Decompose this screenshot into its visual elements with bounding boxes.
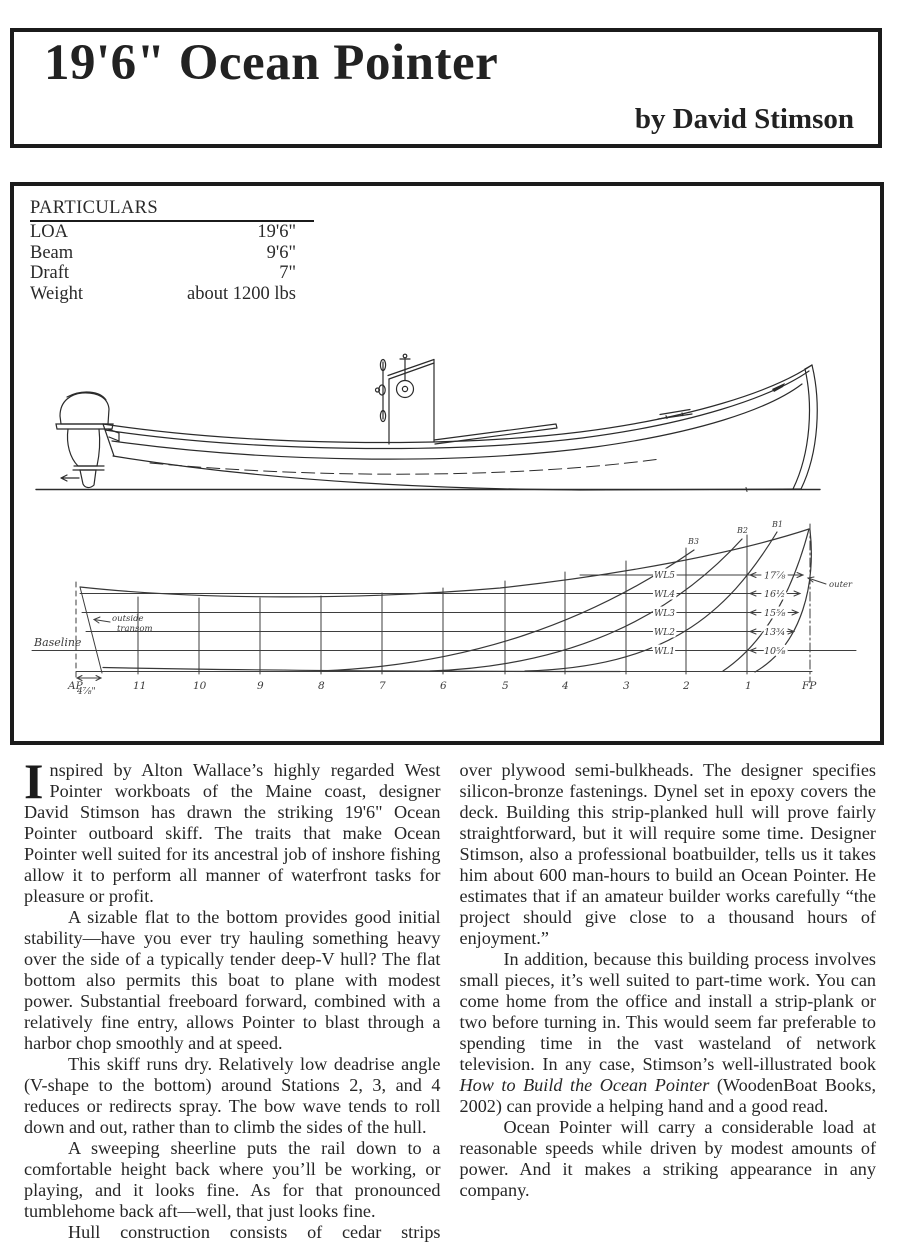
particulars-row-loa [30, 222, 296, 243]
waterline-label: WL5 [654, 571, 675, 581]
buttock-label: B2 [737, 526, 748, 535]
particulars-label: LOA [30, 222, 69, 242]
article-column-right [460, 760, 877, 1243]
byline: by David Stimson [634, 103, 854, 135]
steering-console [376, 354, 435, 444]
station-label: 2 [683, 680, 690, 692]
station-label: 3 [623, 680, 630, 692]
particulars-value: 9'6" [266, 242, 296, 263]
lines-plan-drawing [20, 520, 880, 712]
particulars-row-beam [30, 243, 296, 264]
particulars-row-draft [30, 263, 296, 284]
paragraph: A sweeping sheerline puts the rail down to a comfortable height back where you’ll be working, or playing, and it looks fine. As for that pronounced tumblehome back aft—well, that just looks fine. [24, 1138, 441, 1221]
particulars-value: 19'6" [257, 222, 296, 242]
note-outer-stem: outer [829, 580, 853, 590]
article-column-left [24, 753, 441, 1243]
station-label: 9 [257, 680, 264, 692]
transom-height-label: 4⅞" [77, 687, 96, 697]
paragraph: A sizable flat to the bottom provides good initial stability—have you ever try hauling something heavy over the side of a typically tender deep-V hull? The flat bottom also permits this boat to plane with modest power. Substantial freeboard forward, combined with a relatively fine entry, allows Pointer to blast through a harbor chop smoothly and at speed. [24, 907, 441, 1053]
paragraph [460, 949, 877, 1117]
lines-plan-grid [32, 524, 856, 682]
waterline-height: 13¾ [764, 627, 786, 638]
particulars-row-weight [30, 284, 296, 305]
waterline-height: 16½ [764, 589, 786, 600]
station-label: 11 [133, 680, 147, 692]
station-label: FP [802, 680, 817, 692]
note-outside-transom: outside [112, 614, 144, 624]
station-label: AP [68, 680, 83, 692]
waterline-height: 15⅝ [764, 608, 786, 619]
baseline-label: Baseline [34, 636, 82, 649]
station-label: 10 [193, 680, 207, 692]
book-title: How to Build the Ocean Pointer [459, 1075, 710, 1095]
station-label: 7 [379, 680, 386, 692]
drop-cap: I [24, 753, 44, 809]
paragraph: Hull construction consists of cedar strips [68, 1222, 441, 1242]
deck-details [434, 383, 785, 444]
note-outside-transom: transom [117, 624, 153, 634]
waterline-label: WL4 [654, 590, 675, 600]
particulars-value: 7" [279, 263, 296, 283]
paragraph-text: In addition, because this building process involves small pieces, it’s well suited to part-time work. You can come home from the office and install a strip-plank or two before turning in. This would seem far preferable to spending time in the vast wasteland of network television. In any case, Stimson’s well-illustrated book [459, 949, 876, 1074]
particulars-label: Beam [30, 242, 74, 263]
particulars-value: about 1200 lbs [187, 283, 296, 304]
station-label: 6 [440, 680, 447, 692]
waterline-height: 10⅝ [764, 646, 786, 657]
waterline-height: 17⅞ [764, 570, 786, 582]
paragraph-text: nspired by Alton Wallace’s highly regarded West Pointer workboats of the Maine coast, designer David Stimson has drawn the striking 19'6" Ocean Pointer outboard skiff. The traits that make Ocean Pointer well suited for its ancestral job of inshore fishing allow it to perform all manner of waterfront tasks for pleasure or profit. [24, 760, 441, 906]
waterline-label: WL1 [654, 647, 675, 657]
particulars-table [30, 198, 330, 304]
station-label: 4 [562, 680, 569, 692]
buttock-label: B3 [688, 537, 699, 546]
outboard-motor [56, 392, 119, 488]
particulars-label: Weight [30, 283, 83, 304]
article-header [10, 28, 882, 148]
station-label: 5 [502, 680, 509, 692]
paragraph: Ocean Pointer will carry a considerable load at reasonable speeds while driven by modest amounts of power. And it makes a striking appearance in any company. [459, 1117, 876, 1200]
article-body [24, 753, 876, 1243]
boat-profile-drawing [20, 332, 880, 510]
paragraph-text: (WoodenBoat Books, 2002) can provide a helping hand and a good read. [459, 1075, 876, 1116]
paragraph: This skiff runs dry. Relatively low deadrise angle (V-shape to the bottom) around Stations 2, 3, and 4 reduces or redirects spray. The bow wave tends to roll down and out, rather than to climb the sides of the hull. [24, 1054, 441, 1137]
hull-outline [36, 365, 820, 492]
buttock-label: B1 [772, 520, 783, 529]
paragraph [24, 753, 441, 907]
particulars-heading: PARTICULARS [30, 198, 314, 222]
station-label: 1 [745, 680, 752, 692]
waterline-label: WL2 [654, 628, 675, 638]
paragraph: over plywood semi-bulkheads. The designer specifies silicon-bronze fastenings. Dynel set in epoxy covers the deck. Building this strip-planked hull will prove fairly straightforward, but it will require some time. Designer Stimson, also a professional boatbuilder, tells us it takes him about 600 man-hours to build an Ocean Pointer. He estimates that if an amateur builder works carefully “the project should give close to a thousand hours of enjoyment.” [459, 760, 876, 948]
page-title: 19'6" Ocean Pointer [44, 35, 499, 91]
station-label: 8 [318, 680, 325, 692]
waterline-label: WL3 [654, 609, 675, 619]
plans-figure [10, 182, 884, 745]
particulars-label: Draft [30, 263, 70, 283]
dimension-arrows [77, 570, 826, 681]
